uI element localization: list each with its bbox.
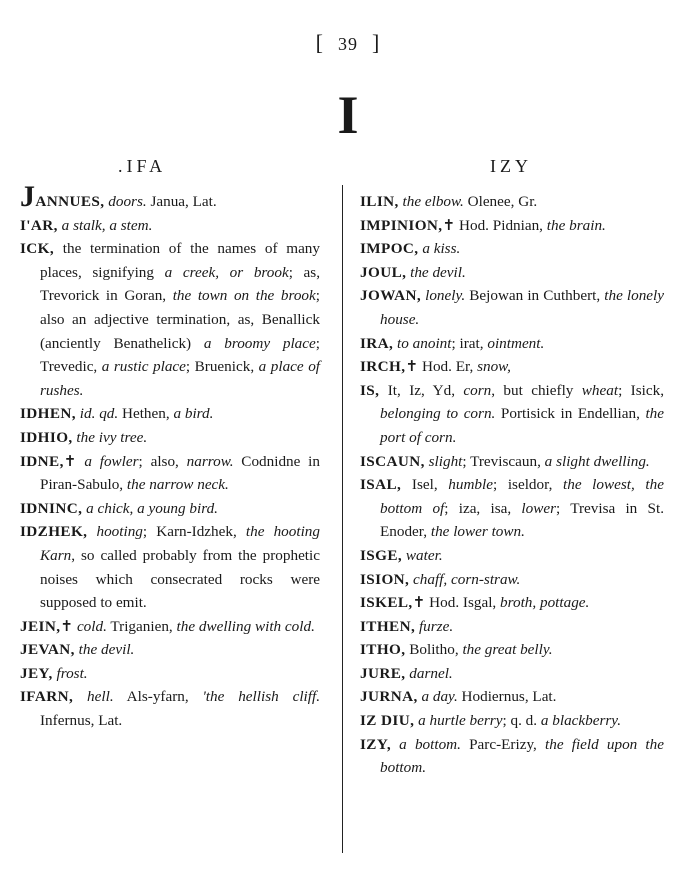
entry-gloss-italic: the ivy tree.: [72, 428, 148, 446]
entry-gloss-italic: chaff, corn-straw.: [409, 570, 521, 588]
entry-gloss-italic: frost.: [52, 664, 88, 682]
dictionary-entry: [360, 615, 664, 639]
entry-headword-text: IS,: [360, 381, 380, 399]
entry-text: ; Karn-Idzhek,: [142, 523, 246, 541]
entry-text: Portisick in Endellian,: [495, 405, 646, 423]
entry-text: ; irat,: [451, 334, 488, 352]
entry-headword-text: I'AR,: [20, 216, 58, 234]
dictionary-entry: [360, 379, 664, 450]
entry-gloss-italic: the hooting Karn: [40, 523, 320, 564]
entry-text: the termination of the names of many places, signifying: [40, 240, 320, 281]
dictionary-entry: [20, 402, 320, 426]
entry-headword: [20, 429, 73, 446]
entry-gloss-italic: a place of rushes.: [40, 358, 321, 399]
entry-gloss-italic: the lowest, the bottom of: [380, 476, 664, 517]
entry-headword: [360, 358, 405, 375]
entry-gloss-italic: id. qd.: [76, 405, 119, 423]
dictionary-entry: [360, 733, 664, 780]
right-column-header: IZY: [490, 156, 532, 176]
page-number: [0, 30, 696, 56]
entry-headword-text: ANNUES,: [35, 193, 105, 210]
entry-gloss-italic: the devil.: [406, 263, 466, 281]
dictionary-entry: [360, 190, 664, 214]
entry-text: ; iza, isa,: [444, 499, 522, 517]
dictionary-entry: [360, 685, 664, 709]
entry-headword: [360, 547, 402, 564]
entry-headword-text: JURE,: [360, 664, 406, 682]
entry-headword-text: JOWAN,: [360, 287, 422, 305]
entry-headword-text: IDZHEK,: [20, 523, 88, 541]
entry-headword-text: IZ DIU,: [360, 712, 415, 730]
entry-text: Janua, Lat.: [146, 193, 217, 210]
dictionary-entry: [360, 355, 664, 379]
dictionary-entry: [20, 214, 320, 238]
entry-headword: [20, 453, 64, 470]
entry-text: ; Treviscaun,: [462, 452, 545, 470]
bracket-open: [: [315, 30, 324, 55]
entry-headword-text: ISGE,: [360, 546, 403, 564]
entry-text: Als-yfarn,: [113, 688, 203, 706]
entry-gloss-italic: a bottom.: [391, 735, 461, 753]
entry-gloss-italic: hell.: [73, 688, 114, 706]
entry-headword-text: IDNINC,: [20, 499, 83, 517]
entry-text: Codnidne in Piran-Sabulo,: [40, 452, 320, 494]
entry-text: , so called probably from the prophetic noises which consecrated rocks were supposed to emit.: [40, 546, 320, 612]
dictionary-entry: [360, 662, 664, 686]
entry-headword-text: ISION,: [360, 570, 410, 588]
entry-gloss-italic: a fowler: [84, 452, 139, 470]
entry-text: ✝: [60, 617, 77, 635]
bracket-close: ]: [372, 30, 381, 55]
entry-headword-text: ISCAUN,: [360, 452, 425, 470]
entry-gloss-italic: 'the hellish cliff.: [202, 688, 320, 706]
entry-text: ; iseldor,: [492, 476, 563, 494]
entry-gloss-italic: a broomy place: [203, 334, 316, 352]
entry-text: Infernus, Lat.: [40, 712, 123, 730]
entry-headword: [360, 688, 418, 705]
dictionary-entry: [20, 497, 320, 521]
dictionary-entry: [20, 520, 320, 614]
left-column-header: .IFA: [118, 156, 167, 176]
entry-gloss-italic: the brain.: [546, 216, 606, 234]
entry-gloss-italic: a hurtle berry: [414, 712, 503, 730]
entry-headword-text: IRCH,: [360, 358, 406, 376]
entry-text: ✝ Hod. Isgal,: [412, 594, 501, 612]
entry-headword: [20, 523, 87, 540]
page-number-value: 39: [338, 34, 358, 54]
dictionary-entry: [20, 450, 320, 497]
entry-headword-text: IZY,: [360, 735, 392, 753]
entry-gloss-italic: the lonely house.: [380, 287, 665, 328]
entry-headword: [20, 217, 58, 234]
entry-headword-text: ITHEN,: [360, 617, 416, 635]
entry-headword: [360, 476, 401, 493]
entry-gloss-italic: the town on the brook: [172, 287, 316, 305]
entry-gloss-italic: the lower town.: [430, 523, 525, 541]
entry-text: ; Isick,: [618, 381, 664, 399]
entry-gloss-italic: the narrow neck.: [126, 476, 229, 494]
entry-gloss-italic: a kiss.: [418, 240, 461, 258]
entry-gloss-italic: lower: [521, 499, 557, 517]
dictionary-entry: [360, 638, 664, 662]
entry-gloss-italic: wheat: [581, 381, 619, 399]
entry-text: ✝: [63, 452, 85, 470]
entry-text: Hodiernus, Lat.: [457, 688, 557, 706]
entry-headword: [360, 618, 415, 635]
entry-gloss-italic: the port of corn.: [380, 405, 664, 446]
entry-gloss-italic: a stalk, a stem.: [57, 216, 153, 234]
entry-headword: [360, 193, 399, 210]
dictionary-entry: [360, 544, 664, 568]
dictionary-entry: [360, 214, 664, 238]
entry-text: ; as, Trevorick in Goran,: [40, 263, 321, 305]
entry-headword: [360, 240, 419, 257]
entry-gloss-italic: water.: [402, 546, 443, 564]
dictionary-entry: [360, 591, 664, 615]
entry-gloss-italic: cold.: [76, 617, 107, 635]
entry-gloss-italic: slight: [424, 452, 463, 470]
entry-gloss-italic: furze.: [415, 617, 454, 635]
entry-text: ; Bruenick,: [185, 358, 259, 376]
entry-text: Parc-Erizy,: [460, 735, 546, 753]
entry-headword: [360, 665, 405, 682]
entry-text: ; Trevedic,: [40, 334, 320, 376]
entry-gloss-italic: ointment.: [487, 334, 545, 352]
entry-headword: [360, 641, 405, 658]
entry-headword: [20, 665, 53, 682]
entry-headword-text: IMPOC,: [360, 240, 419, 258]
entry-gloss-italic: the dwelling with cold.: [176, 617, 315, 635]
dictionary-entry: [360, 237, 664, 261]
entry-text: ; also,: [138, 452, 187, 470]
entry-gloss-italic: a rustic place: [101, 358, 186, 376]
dictionary-entry: [20, 638, 320, 662]
entry-gloss-italic: the great belly.: [462, 641, 553, 659]
entry-headword: [360, 594, 413, 611]
entry-headword-text: IDHEN,: [20, 405, 76, 423]
dictionary-entry: [360, 568, 664, 592]
entry-gloss-italic: the field upon the bottom.: [380, 735, 664, 777]
column-divider: [342, 185, 343, 853]
dictionary-entry: [20, 685, 320, 732]
entry-headword-text: JEY,: [20, 664, 53, 682]
entry-headword-text: ISAL,: [360, 476, 402, 494]
dictionary-entry: [20, 615, 320, 639]
entry-text: Olenee, Gr.: [463, 193, 538, 210]
entry-headword: [360, 736, 391, 753]
section-letter: I: [337, 85, 359, 145]
entry-gloss-italic: doors.: [104, 193, 147, 210]
entry-gloss-italic: snow,: [477, 358, 511, 376]
dictionary-entry: [20, 662, 320, 686]
entry-headword: [360, 335, 393, 352]
dictionary-entry: [360, 450, 664, 474]
entry-gloss-italic: a chick, a young bird.: [82, 499, 218, 517]
entry-headword: [360, 287, 421, 304]
entry-gloss-italic: humble: [448, 476, 493, 494]
drop-cap: J: [20, 180, 36, 213]
entry-headword-text: ITHO,: [360, 641, 406, 659]
entry-headword: [360, 264, 406, 281]
dictionary-entry: [20, 180, 320, 214]
entry-headword: [360, 571, 409, 588]
entry-headword: [20, 641, 75, 658]
entry-headword-text: ILIN,: [360, 193, 399, 210]
entry-gloss-italic: darnel.: [405, 664, 453, 682]
entry-headword: [360, 712, 414, 729]
entry-headword-text: IFARN,: [20, 688, 74, 706]
entry-headword: [20, 618, 60, 635]
entry-headword: [360, 382, 379, 399]
entry-gloss-italic: narrow.: [186, 452, 234, 470]
entry-text: Isel,: [401, 476, 449, 494]
entry-text: Bejowan in Cuthbert,: [465, 287, 605, 305]
right-column: [360, 190, 664, 780]
entry-headword: [360, 453, 425, 470]
entry-headword-text: IDHIO,: [20, 428, 73, 446]
entry-headword: [20, 500, 82, 517]
entry-gloss-italic: a day.: [417, 688, 458, 706]
dictionary-entry: [360, 332, 664, 356]
entry-headword: [20, 688, 73, 705]
dictionary-entry: [20, 237, 320, 402]
entry-gloss-italic: corn: [463, 381, 492, 399]
entry-headword-text: IDNE,: [20, 452, 64, 470]
entry-text: ; also an adjective termination, as, Benallick (anciently Benathelick): [40, 287, 320, 352]
entry-text: Bolitho,: [405, 641, 463, 659]
dictionary-entry: [360, 709, 664, 733]
entry-headword-text: JOUL,: [360, 263, 407, 281]
entry-headword: [20, 240, 54, 257]
dictionary-entry: [360, 261, 664, 285]
entry-gloss-italic: belonging to corn.: [380, 405, 496, 423]
entry-gloss-italic: a blackberry.: [540, 712, 621, 730]
entry-headword-text: JURNA,: [360, 688, 418, 706]
entry-gloss-italic: the elbow.: [398, 193, 464, 210]
entry-gloss-italic: the devil.: [74, 641, 135, 659]
entry-gloss-italic: hooting: [87, 523, 143, 541]
entry-gloss-italic: a creek, or brook: [164, 263, 289, 281]
entry-headword-text: ICK,: [20, 240, 55, 258]
entry-headword: [20, 405, 76, 422]
entry-gloss-italic: lonely.: [421, 287, 466, 305]
entry-gloss-italic: a slight dwelling.: [544, 452, 650, 470]
entry-text: It, Iz, Yd,: [379, 381, 464, 399]
entry-headword-text: JEVAN,: [20, 641, 75, 659]
entry-headword: [360, 217, 443, 234]
left-column: [20, 180, 321, 733]
entry-headword-text: IMPINION,: [360, 216, 443, 234]
entry-headword: [20, 180, 105, 213]
dictionary-entry: [360, 473, 664, 544]
dictionary-entry: [360, 284, 664, 331]
entry-gloss-italic: broth, pottage.: [500, 594, 590, 612]
entry-headword-text: ISKEL,: [360, 594, 413, 612]
entry-text: Hethen,: [118, 405, 174, 423]
entry-text: ; Trevisa in St. Enoder,: [380, 499, 664, 541]
entry-gloss-italic: to anoint: [393, 334, 452, 352]
entry-text: Triganien,: [106, 617, 177, 635]
entry-text: ; q. d.: [502, 712, 541, 730]
entry-text: ✝ Hod. Er,: [405, 358, 478, 376]
entry-headword-text: IRA,: [360, 334, 394, 352]
entry-text: ✝ Hod. Pidnian,: [442, 216, 547, 234]
entry-headword-text: JEIN,: [20, 617, 61, 635]
entry-text: , but chiefly: [491, 381, 582, 399]
entry-gloss-italic: a bird.: [173, 405, 214, 423]
dictionary-entry: [20, 426, 320, 450]
